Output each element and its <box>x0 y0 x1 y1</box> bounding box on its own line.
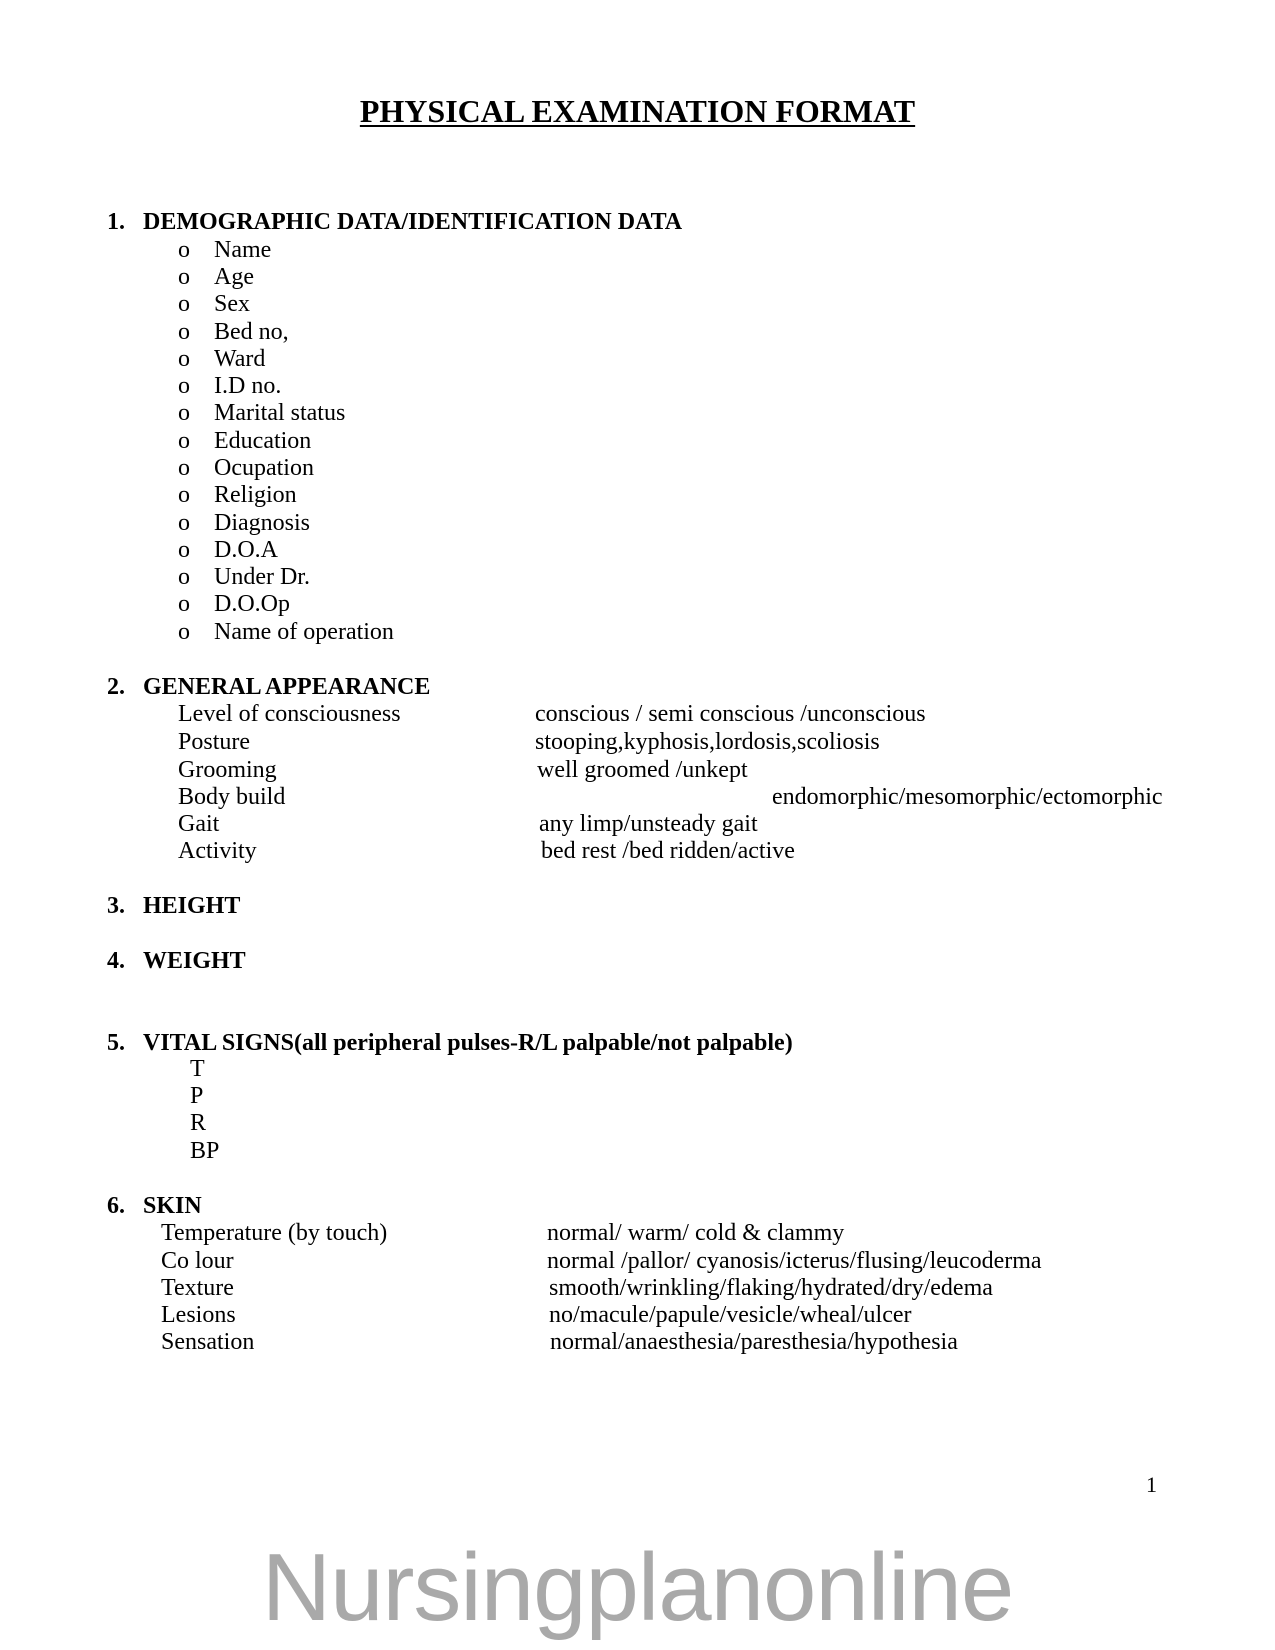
field-options: well groomed /unkept <box>537 757 748 783</box>
list-item: o Education <box>178 428 312 454</box>
bullet-icon: o <box>178 400 190 426</box>
field-options: stooping,kyphosis,lordosis,scoliosis <box>535 729 880 755</box>
field-label: Level of consciousness <box>178 701 401 727</box>
field-label: Grooming <box>178 757 277 783</box>
bullet-icon: o <box>178 537 190 563</box>
section-title: HEIGHT <box>143 893 241 919</box>
section-number: 2. <box>107 674 125 700</box>
field-label: Posture <box>178 729 250 755</box>
field-options: bed rest /bed ridden/active <box>541 838 795 864</box>
bullet-icon: o <box>178 428 190 454</box>
bullet-icon: o <box>178 373 190 399</box>
vital-sign-item: T <box>190 1056 205 1082</box>
section-title: WEIGHT <box>143 948 246 974</box>
section-number: 5. <box>107 1030 125 1056</box>
section-6-heading <box>107 1193 202 1220</box>
page-title: PHYSICAL EXAMINATION FORMAT <box>359 93 916 129</box>
list-item: o Diagnosis <box>178 510 310 536</box>
field-label: Activity <box>178 838 257 864</box>
list-item: o Marital status <box>178 400 346 426</box>
list-item: o Age <box>178 264 254 290</box>
field-label: Gait <box>178 811 220 837</box>
watermark-text: Nursingplanonline <box>261 1534 1014 1641</box>
bullet-icon: o <box>178 591 190 617</box>
section-number: 4. <box>107 948 125 974</box>
field-options: endomorphic/mesomorphic/ectomorphic <box>772 784 1163 810</box>
field-options: any limp/unsteady gait <box>539 811 758 837</box>
section-title: GENERAL APPEARANCE <box>143 674 431 700</box>
field-label: Sensation <box>161 1329 255 1355</box>
bullet-icon: o <box>178 510 190 536</box>
field-options: normal /pallor/ cyanosis/icterus/flusing/leucoderma <box>547 1248 1042 1274</box>
list-item: o D.O.A <box>178 537 278 563</box>
list-item: o Name <box>178 237 272 263</box>
bullet-icon: o <box>178 264 190 290</box>
field-options: normal/ warm/ cold & clammy <box>547 1220 845 1246</box>
section-title: DEMOGRAPHIC DATA/IDENTIFICATION DATA <box>143 209 683 235</box>
bullet-icon: o <box>178 482 190 508</box>
bullet-icon: o <box>178 619 190 645</box>
bullet-icon: o <box>178 319 190 345</box>
section-2-heading <box>107 674 430 701</box>
bullet-icon: o <box>178 346 190 372</box>
field-label: Texture <box>161 1275 234 1301</box>
list-item: o Sex <box>178 291 250 317</box>
field-options: no/macule/papule/vesicle/wheal/ulcer <box>549 1302 912 1328</box>
section-number: 1. <box>107 209 125 235</box>
section-title: VITAL SIGNS(all peripheral pulses-R/L palpable/not palpable) <box>143 1030 793 1056</box>
bullet-icon: o <box>178 237 190 263</box>
section-4-heading <box>107 948 246 975</box>
section-title: SKIN <box>143 1193 202 1219</box>
bullet-icon: o <box>178 291 190 317</box>
section-number: 3. <box>107 893 125 919</box>
section-1-heading <box>107 209 682 236</box>
bullet-icon: o <box>178 455 190 481</box>
vital-sign-item: R <box>190 1110 207 1136</box>
page-number: 1 <box>1146 1472 1157 1497</box>
list-item: o Name of operation <box>178 619 394 645</box>
vital-sign-item: P <box>190 1083 204 1109</box>
section-5-heading <box>107 1030 793 1057</box>
list-item: o Ward <box>178 346 266 372</box>
field-label: Temperature (by touch) <box>161 1220 388 1246</box>
list-item: o Under Dr. <box>178 564 310 590</box>
field-label: Co lour <box>161 1248 234 1274</box>
section-number: 6. <box>107 1193 125 1219</box>
field-options: normal/anaesthesia/paresthesia/hypothesia <box>550 1329 958 1355</box>
vital-sign-item: BP <box>190 1138 220 1164</box>
field-label: Lesions <box>161 1302 236 1328</box>
list-item: o Ocupation <box>178 455 314 481</box>
list-item: o I.D no. <box>178 373 282 399</box>
list-item: o Religion <box>178 482 297 508</box>
field-options: smooth/wrinkling/flaking/hydrated/dry/edema <box>549 1275 993 1301</box>
field-options: conscious / semi conscious /unconscious <box>535 701 926 727</box>
field-label: Body build <box>178 784 286 810</box>
list-item: o Bed no, <box>178 319 289 345</box>
list-item: o D.O.Op <box>178 591 290 617</box>
section-3-heading <box>107 893 240 920</box>
bullet-icon: o <box>178 564 190 590</box>
